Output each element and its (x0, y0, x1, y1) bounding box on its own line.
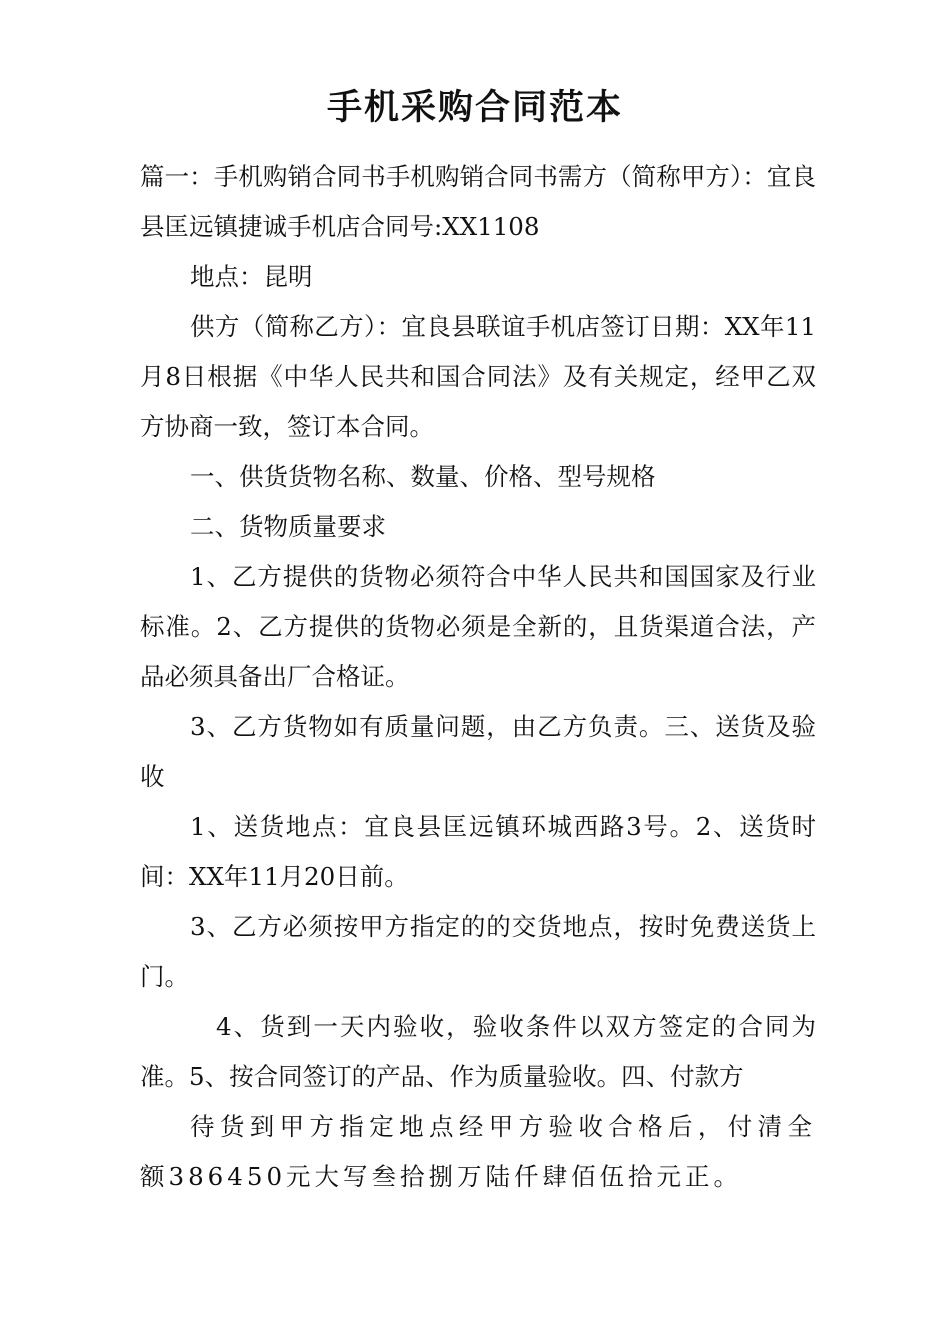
section-heading-goods: 一、供货货物名称、数量、价格、型号规格 (190, 462, 656, 491)
paragraph-supplier: 供方（简称乙方）：宜良县联谊手机店签订日期：XX年11月8日根据《中华人民共和国合同法》及有关规定，经甲乙双方协商一致，签订本合同。 (140, 312, 816, 441)
document-title: 手机采购合同范本 (326, 87, 623, 128)
paragraph-delivery-place-time: 1、送货地点：宜良县匡远镇环城西路3号。2、送货时间：XX年11月20日前。 (140, 812, 816, 891)
paragraph-payment: 待货到甲方指定地点经甲方验收合格后，付清全额386450元大写叁拾捌万陆仟肆佰伍拾元正。 (140, 1112, 816, 1191)
paragraph-delivery-door: 3、乙方必须按甲方指定的的交货地点，按时免费送货上门。 (140, 912, 816, 991)
paragraph-quality-standards: 1、乙方提供的货物必须符合中华人民共和国国家及行业标准。2、乙方提供的货物必须是全新的，且货渠道合法，产品必须具备出厂合格证。 (140, 562, 816, 691)
paragraph-quality-responsibility: 3、乙方货物如有质量问题，由乙方负责。三、送货及验收 (140, 712, 816, 791)
paragraph-location: 地点：昆明 (190, 262, 313, 291)
paragraph-acceptance: 4、货到一天内验收，验收条件以双方签定的合同为准。5、按合同签订的产品、作为质量验收。四、付款方 (140, 1012, 816, 1091)
section-heading-quality: 二、货物质量要求 (190, 512, 386, 541)
document-body (140, 152, 816, 1202)
paragraph-preamble: 篇一：手机购销合同书手机购销合同书需方（简称甲方）：宜良县匡远镇捷诚手机店合同号:XX1108 (140, 162, 816, 241)
